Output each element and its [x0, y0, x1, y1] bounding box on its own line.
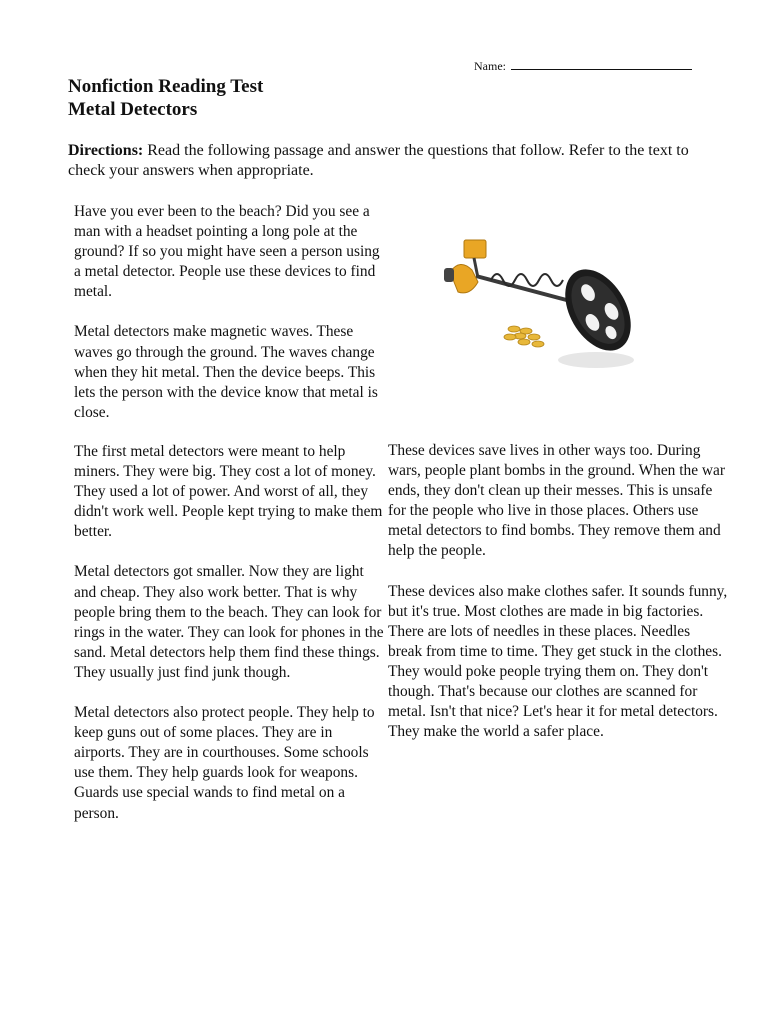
directions	[68, 141, 698, 181]
detector-screen	[464, 240, 486, 258]
gold-coins	[504, 326, 544, 347]
shadow-shape	[558, 352, 634, 368]
detector-handle	[450, 264, 478, 292]
directions-label: Directions:	[68, 142, 144, 159]
passage-paragraph: The first metal detectors were meant to help miners. They were big. They cost a lot of money. They used a lot of power. And worst of all, they didn't work well. People kept trying to make them better.	[74, 443, 383, 541]
detector-rod	[476, 276, 574, 302]
metal-detector-illustration	[436, 228, 652, 378]
name-label: Name:	[474, 59, 506, 73]
name-field	[474, 58, 692, 74]
page-title	[68, 75, 263, 121]
passage-column-right	[388, 441, 728, 762]
passage-column-left-top	[74, 202, 384, 443]
name-blank-line[interactable]	[511, 58, 692, 70]
topic-title: Metal Detectors	[68, 99, 198, 120]
detector-grip	[444, 268, 454, 282]
passage-paragraph: Metal detectors make magnetic waves. These waves go through the ground. The waves change when they hit metal. Then the device beeps. This lets the person with the device know that metal is close.	[74, 323, 378, 421]
passage-paragraph: These devices save lives in other ways too. During wars, people plant bombs in the ground. When the war ends, they don't clean up their messes. This is unsafe for the people who live in those places. Others use metal detectors to find bombs. They remove them and help the people.	[388, 442, 725, 560]
passage-paragraph: Have you ever been to the beach? Did you see a man with a headset pointing a long pole at the ground? If so you might have seen a person using a metal detector. People use these devices to find metal.	[74, 203, 380, 301]
passage-paragraph: Metal detectors got smaller. Now they are light and cheap. They also work better. That is why people bring them to the beach. They can look for rings in the water. They can look for phones in the sand. Metal detectors help them find these things. They usually just find junk though.	[74, 563, 384, 681]
passage-paragraph: Metal detectors also protect people. They help to keep guns out of some places. They are in airports. They are in courthouses. Some schools use them. They help guards look for weapons. Guards use special wands to find metal on a person.	[74, 704, 375, 822]
detector-coil	[552, 258, 644, 362]
passage-column-left	[74, 442, 384, 844]
test-title: Nonfiction Reading Test	[68, 76, 264, 97]
directions-text: Read the following passage and answer the questions that follow. Refer to the text to check your answers when appropriate.	[68, 142, 689, 179]
passage-paragraph: These devices also make clothes safer. It sounds funny, but it's true. Most clothes are made in big factories. There are lots of needles in these places. Needles break from time to time. They get stuck in the clothes. They would poke people trying them on. They don't though. That's because our clothes are scanned for metal. Isn't that nice? Let's hear it for metal detectors. They make the world a safer place.	[388, 582, 728, 741]
